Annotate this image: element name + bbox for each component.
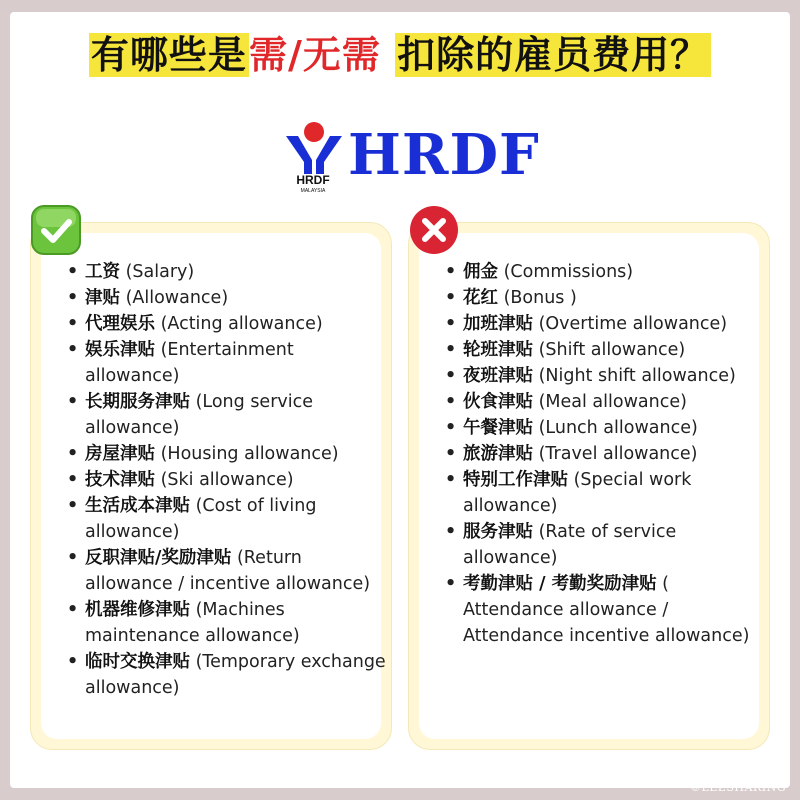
not-required-list-item xyxy=(445,441,765,467)
not-required-panel xyxy=(408,222,770,750)
required-list-item-zh: 代理娱乐 xyxy=(85,314,155,334)
logo-mark-text: HRDF xyxy=(296,173,330,187)
not-required-list-item-en: (Shift allowance) xyxy=(538,340,686,360)
copyright-text: ©LEESHARING xyxy=(690,781,786,794)
required-list-item-en: (Return allowance / incentive allowance) xyxy=(85,548,371,594)
not-required-list-item-zh: 午餐津贴 xyxy=(463,418,533,438)
required-list-item-en: (Ski allowance) xyxy=(160,470,294,490)
not-required-list-item-en: (Bonus ) xyxy=(503,288,577,308)
not-required-list-item-en: (Meal allowance) xyxy=(538,392,687,412)
hrdf-logo xyxy=(0,118,800,198)
required-list-item-zh: 机器维修津贴 xyxy=(85,600,190,620)
not-required-list-item-en: (Overtime allowance) xyxy=(538,314,728,334)
required-list-item-en: (Acting allowance) xyxy=(160,314,323,334)
required-list-item xyxy=(67,337,387,389)
required-list-item xyxy=(67,493,387,545)
not-required-list-item xyxy=(445,285,765,311)
hrdf-wordmark: HRDF xyxy=(348,122,540,188)
required-list-item-zh: 娱乐津贴 xyxy=(85,340,155,360)
required-list-item-en: (Housing allowance) xyxy=(160,444,339,464)
not-required-list-item xyxy=(445,337,765,363)
required-list-item xyxy=(67,259,387,285)
required-list-item xyxy=(67,545,387,597)
required-list-item-en: (Machines maintenance allowance) xyxy=(85,600,300,646)
required-list-item xyxy=(67,597,387,649)
not-required-list-item-zh: 旅游津贴 xyxy=(463,444,533,464)
not-required-list-item-en: (Lunch allowance) xyxy=(538,418,698,438)
required-list-item-zh: 临时交换津贴 xyxy=(85,652,190,672)
title-part-1: 有哪些是 xyxy=(90,33,247,77)
logo-mark-sub: MALAYSIA xyxy=(300,188,326,194)
not-required-list-item-en: (Special work allowance) xyxy=(463,470,692,516)
not-required-list-item-en: (Rate of service allowance) xyxy=(463,522,677,568)
required-list-item xyxy=(67,285,387,311)
required-list-item xyxy=(67,311,387,337)
not-required-list-item xyxy=(445,311,765,337)
not-required-list-item xyxy=(445,389,765,415)
required-list-item-zh: 长期服务津贴 xyxy=(85,392,190,412)
required-list-item-zh: 技术津贴 xyxy=(85,470,155,490)
required-list-item-en: (Salary) xyxy=(125,262,195,282)
page-title xyxy=(0,24,800,79)
cross-mark-icon xyxy=(408,204,460,256)
required-list-item-en: (Allowance) xyxy=(125,288,229,308)
required-list-item-zh: 工资 xyxy=(85,262,120,282)
not-required-list-item xyxy=(445,415,765,441)
required-list-item-zh: 房屋津贴 xyxy=(85,444,155,464)
required-list-item xyxy=(67,389,387,441)
not-required-list-item-en: (Travel allowance) xyxy=(538,444,698,464)
not-required-list-item-en: (Commissions) xyxy=(503,262,634,282)
not-required-list-item xyxy=(445,259,765,285)
not-required-list-item-zh: 夜班津贴 xyxy=(463,366,533,386)
required-list-item-en: (Temporary exchange allowance) xyxy=(85,652,386,698)
not-required-list-item-zh: 佣金 xyxy=(463,262,498,282)
required-list-item-en: (Cost of living allowance) xyxy=(85,496,317,542)
not-required-list-item-zh: 服务津贴 xyxy=(463,522,533,542)
not-required-list-item xyxy=(445,467,765,519)
required-list-item-en: (Long service allowance) xyxy=(85,392,314,438)
required-list-item-zh: 津贴 xyxy=(85,288,120,308)
not-required-list-item-en: (Night shift allowance) xyxy=(538,366,736,386)
required-list xyxy=(67,259,387,701)
not-required-list xyxy=(445,259,765,649)
not-required-list-item-zh: 考勤津贴 / 考勤奖励津贴 xyxy=(463,574,657,594)
title-part-2-highlight: 需/无需 xyxy=(248,33,381,77)
required-panel xyxy=(30,222,392,750)
not-required-list-item-zh: 特别工作津贴 xyxy=(463,470,568,490)
required-list-item-en: (Entertainment allowance) xyxy=(85,340,294,386)
required-list-item xyxy=(67,467,387,493)
not-required-list-item-zh: 伙食津贴 xyxy=(463,392,533,412)
required-list-item xyxy=(67,441,387,467)
required-list-item-zh: 生活成本津贴 xyxy=(85,496,190,516)
not-required-list-item-zh: 轮班津贴 xyxy=(463,340,533,360)
not-required-list-item xyxy=(445,363,765,389)
check-mark-icon xyxy=(30,204,82,256)
title-part-3: 扣除的雇员费用？ xyxy=(397,33,710,77)
required-list-item-zh: 反职津贴/奖励津贴 xyxy=(85,548,232,568)
not-required-list-item-zh: 花红 xyxy=(463,288,498,308)
hrdf-logo-mark-icon xyxy=(278,118,348,194)
not-required-list-item xyxy=(445,519,765,571)
required-list-item xyxy=(67,649,387,701)
not-required-list-item xyxy=(445,571,765,649)
not-required-list-item-zh: 加班津贴 xyxy=(463,314,533,334)
not-required-list-item-en: ( Attendance allowance / Attendance incentive allowance) xyxy=(463,574,750,646)
